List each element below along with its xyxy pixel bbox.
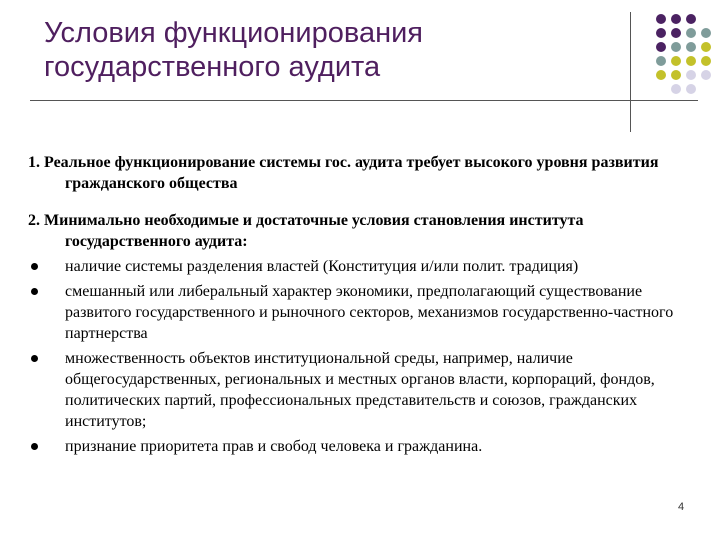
page-number: 4 — [678, 501, 685, 513]
bullet-icon — [31, 288, 38, 295]
bullet-item — [28, 281, 708, 344]
dot — [656, 14, 666, 24]
dot — [686, 14, 696, 24]
dot — [656, 28, 666, 38]
bullet-item — [28, 348, 708, 432]
bullet-item — [28, 436, 708, 457]
dot — [686, 42, 696, 52]
dot — [671, 28, 681, 38]
decorative-vertical-rule — [630, 12, 631, 132]
bullet-icon — [31, 263, 38, 270]
bullet-icon — [31, 443, 38, 450]
bullet-text: смешанный или либеральный характер экономики, предполагающий существование развитого государственного и рыночного секторов, механизмов государственно-частного партнерства — [65, 283, 674, 342]
dot — [671, 42, 681, 52]
title-line-2: государственного аудита — [44, 51, 381, 83]
dot — [671, 84, 681, 94]
bullet-text: наличие системы разделения властей (Конституция и/или полит. традиция) — [65, 258, 579, 275]
dot — [686, 56, 696, 66]
dot — [701, 70, 711, 80]
dot — [701, 56, 711, 66]
dot — [656, 70, 666, 80]
dot — [686, 28, 696, 38]
slide-title — [44, 16, 604, 84]
bullet-text: множественность объектов институциональной среды, например, наличие общегосударственных, региональных и местных органов власти, корпораций, фондов, политических партий, профессиональных представительств и союзов, гражданских институтов; — [65, 350, 655, 430]
dot — [701, 42, 711, 52]
paragraph-2: 2. Минимально необходимые и достаточные условия становления института государственного аудита: — [28, 212, 584, 250]
dot — [671, 14, 681, 24]
dot — [701, 28, 711, 38]
bullet-item — [28, 256, 708, 277]
dot — [656, 42, 666, 52]
dot — [671, 70, 681, 80]
dot — [686, 84, 696, 94]
bullet-text: признание приоритета прав и свобод человека и гражданина. — [65, 438, 483, 455]
title-line-1: Условия функционирования — [44, 17, 423, 49]
slide-body — [28, 152, 708, 461]
dot — [686, 70, 696, 80]
decorative-dot-grid — [653, 14, 713, 104]
dot — [656, 56, 666, 66]
bullet-icon — [31, 355, 38, 362]
dot — [671, 56, 681, 66]
decorative-horizontal-rule — [30, 100, 698, 101]
paragraph-1: 1. Реальное функционирование системы гос. аудита требует высокого уровня развития гражданского общества — [28, 154, 659, 192]
bullet-list — [28, 256, 708, 457]
